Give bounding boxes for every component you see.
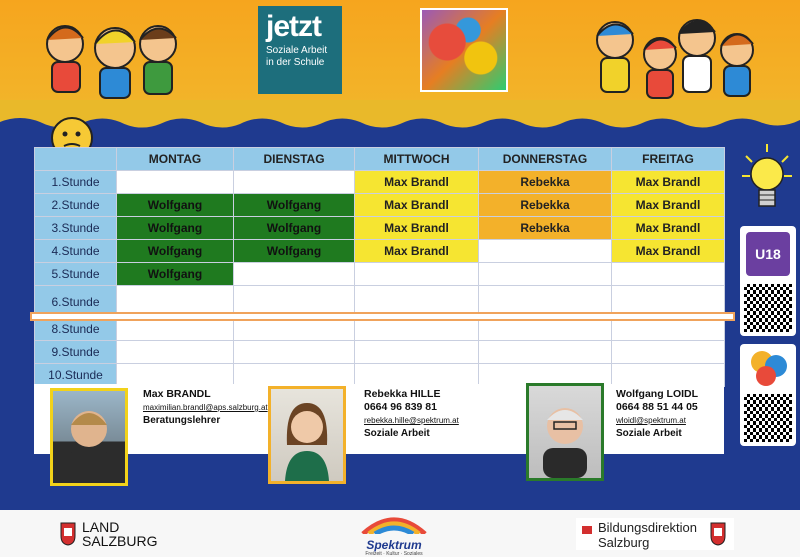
schedule-cell	[479, 263, 612, 286]
schedule-cell: Wolfgang	[117, 263, 234, 286]
period-label: 9.Stunde	[35, 341, 117, 364]
schedule-cell: Max Brandl	[355, 217, 479, 240]
day-header: DONNERSTAG	[479, 148, 612, 171]
land-line1: LAND	[82, 519, 120, 535]
spektrum-qr-panel	[740, 344, 796, 446]
staff-role: Soziale Arbeit	[616, 428, 682, 439]
staff-photo-max	[50, 388, 128, 486]
spektrum-tagline: Freizeit · Kultur · Soziales	[365, 551, 423, 557]
period-label: 6.Stunde	[35, 286, 117, 318]
staff-name: Max BRANDL	[143, 388, 211, 400]
coat-of-arms-icon	[710, 522, 726, 546]
bildung-line1: Bildungsdirektion	[598, 520, 698, 535]
staff-role: Beratungslehrer	[143, 415, 221, 426]
schedule-cell: Wolfgang	[234, 240, 355, 263]
period-label: 10.Stunde	[35, 364, 117, 387]
schedule-cell	[234, 171, 355, 194]
timetable-row	[35, 194, 725, 217]
staff-info-wolfgang	[616, 388, 724, 440]
logo-title: jetzt	[266, 10, 321, 43]
schedule-cell: Rebekka	[479, 171, 612, 194]
day-header: DIENSTAG	[234, 148, 355, 171]
staff-email[interactable]: maximilian.brandl@aps.salzburg.at	[143, 403, 268, 412]
land-line2: SALZBURG	[82, 533, 158, 549]
spektrum-name: Spektrum	[366, 538, 422, 552]
schedule-cell	[612, 341, 725, 364]
period-label: 2.Stunde	[35, 194, 117, 217]
separator-bar	[30, 312, 735, 321]
timetable-row	[35, 341, 725, 364]
staff-name: Rebekka HILLE	[364, 388, 441, 400]
schedule-cell	[234, 263, 355, 286]
schedule-cell: Max Brandl	[612, 194, 725, 217]
timetable-row	[35, 171, 725, 194]
schedule-cell: Wolfgang	[234, 217, 355, 240]
timetable-row	[35, 217, 725, 240]
cartoon-kids-left	[30, 14, 180, 104]
staff-info-max	[143, 388, 268, 427]
timetable-row	[35, 263, 725, 286]
schedule-cell: Rebekka	[479, 194, 612, 217]
day-header: FREITAG	[612, 148, 725, 171]
corner-cell	[35, 148, 117, 171]
schedule-cell: Wolfgang	[234, 194, 355, 217]
day-header: MITTWOCH	[355, 148, 479, 171]
qr-code-icon[interactable]	[744, 394, 792, 442]
cartoon-kids-right	[585, 10, 765, 105]
schedule-cell	[479, 341, 612, 364]
schedule-cell	[612, 263, 725, 286]
period-label: 8.Stunde	[35, 318, 117, 341]
light-bulb-icon	[742, 142, 792, 218]
staff-photo-rebekka	[268, 386, 346, 484]
person-portrait-icon	[53, 391, 125, 483]
staff-email[interactable]: wloidl@spektrum.at	[616, 416, 686, 425]
spektrum-logo	[352, 512, 436, 557]
u18-panel	[740, 226, 796, 336]
schedule-cell: Max Brandl	[355, 240, 479, 263]
timetable-header-row	[35, 148, 725, 171]
person-portrait-icon	[529, 386, 601, 478]
schedule-cell: Wolfgang	[117, 240, 234, 263]
schedule-cell: Max Brandl	[612, 217, 725, 240]
bildungsdirektion-logo	[576, 518, 734, 550]
timetable	[34, 147, 725, 387]
schedule-cell: Max Brandl	[612, 240, 725, 263]
schedule-cell	[355, 341, 479, 364]
period-label: 4.Stunde	[35, 240, 117, 263]
schedule-cell: Max Brandl	[355, 194, 479, 217]
period-label: 3.Stunde	[35, 217, 117, 240]
staff-email[interactable]: rebekka.hille@spektrum.at	[364, 416, 459, 425]
qr-code-icon[interactable]	[744, 284, 792, 332]
jetzt-logo	[258, 6, 342, 94]
schedule-cell	[355, 263, 479, 286]
schedule-cell	[117, 341, 234, 364]
logo-subtitle: Soziale Arbeit in der Schule	[266, 45, 328, 68]
day-header: MONTAG	[117, 148, 234, 171]
schedule-cell	[234, 341, 355, 364]
schedule-cell: Max Brandl	[612, 171, 725, 194]
staff-name: Wolfgang LOIDL	[616, 388, 699, 400]
bildung-line2: Salzburg	[598, 535, 650, 550]
staff-phone: 0664 96 839 81	[364, 401, 437, 413]
coat-of-arms-icon	[60, 522, 76, 546]
staff-info-rebekka	[364, 388, 494, 440]
period-label: 5.Stunde	[35, 263, 117, 286]
schedule-cell: Wolfgang	[117, 194, 234, 217]
period-label: 1.Stunde	[35, 171, 117, 194]
colorful-artwork-image	[420, 8, 508, 92]
schedule-cell: Wolfgang	[117, 217, 234, 240]
gold-wave-divider	[0, 100, 800, 134]
puzzle-logo-icon	[748, 348, 788, 388]
staff-phone: 0664 88 51 44 05	[616, 401, 698, 413]
u18-logo: U18	[746, 232, 790, 276]
staff-role: Soziale Arbeit	[364, 428, 430, 439]
schedule-cell: Rebekka	[479, 217, 612, 240]
person-portrait-icon	[271, 389, 343, 481]
schedule-cell: Max Brandl	[355, 171, 479, 194]
rainbow-arc-icon	[359, 512, 429, 534]
austria-flag-icon	[582, 526, 592, 534]
schedule-cell	[479, 240, 612, 263]
timetable-row	[35, 240, 725, 263]
staff-photo-wolfgang	[526, 383, 604, 481]
schedule-cell	[117, 171, 234, 194]
